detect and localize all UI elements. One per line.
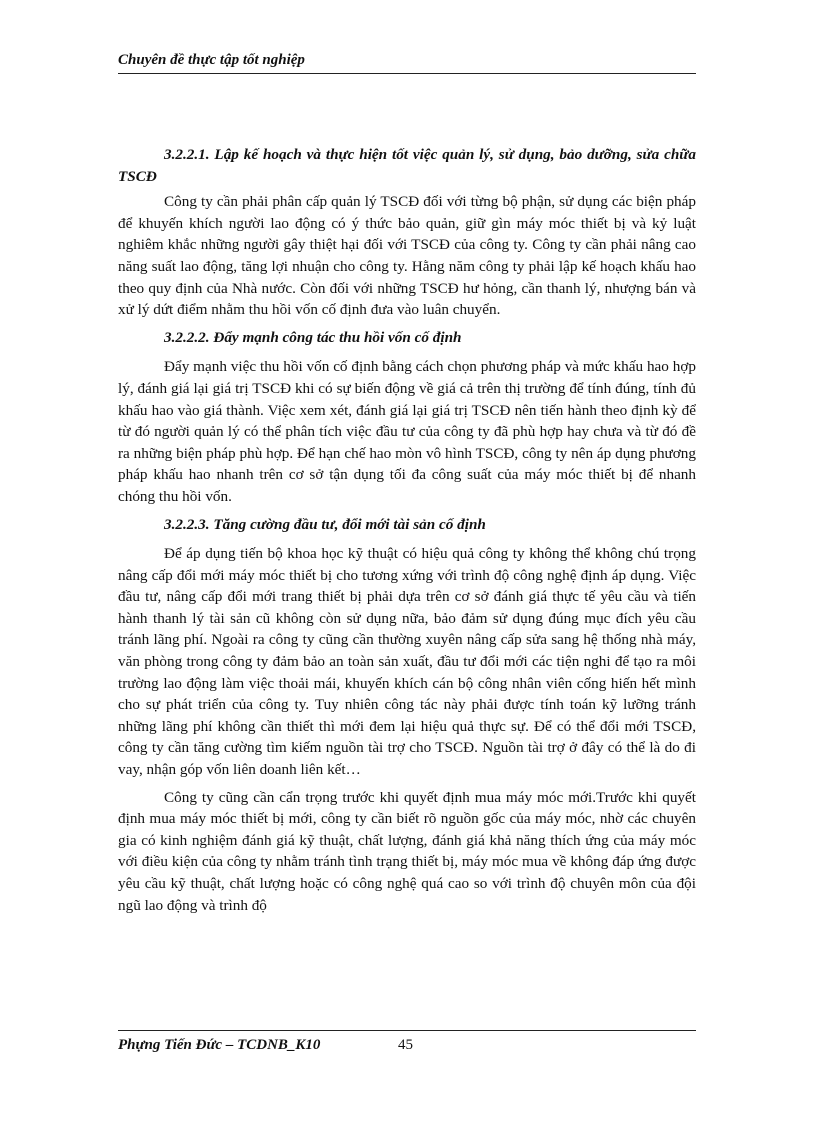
header-divider [118,73,696,74]
page-footer [118,1030,696,1059]
paragraph: Để áp dụng tiến bộ khoa học kỹ thuật có hiệu quả công ty không thể không chú trọng nâng cấp đổi mới máy móc thiết bị cho tương xứng với trình độ công nghệ định áp dụng. Việc đầu tư, nâng cấp đổi mới trang thiết bị phải dựa trên cơ sở đánh giá thực tế yêu cầu và tiến hành thanh lý tài sản cũ không còn sử dụng nữa, bảo đảm sử dụng đúng mục đích yêu cầu tránh lãng phí. Ngoài ra công ty cũng cần thường xuyên nâng cấp sửa sang hệ thống nhà máy, văn phòng trong công ty đảm bảo an toàn sản xuất, đầu tư đổi mới các tiện nghi để tạo ra môi trường lao động làm việc thoải mái, khuyến khích cán bộ công nhân viên cống hiến hết mình cho sự phát triển của công ty. Tuy nhiên công tác này phải được tính toán kỹ lưỡng tránh những lãng phí không cần thiết thì mới đem lại hiệu quả thực sự. Để có thể đổi mới TSCĐ, công ty cần tăng cường tìm kiếm nguồn tài trợ cho TSCĐ. Nguồn tài trợ ở đây có thể là do đi vay, nhận góp vốn liên doanh liên kết… [118,545,696,779]
section-heading-3-2-2-2: 3.2.2.2. Đẩy mạnh công tác thu hồi vốn cố định [164,328,462,346]
header-title: Chuyên đề thực tập tốt nghiệp [118,52,305,68]
paragraph: Đẩy mạnh việc thu hồi vốn cố định bằng cách chọn phương pháp và mức khấu hao hợp lý, đánh giá lại giá trị TSCĐ khi có sự biến động về giá cả trên thị trường để tính đúng, tính đủ khấu hao vào giá thành. Việc xem xét, đánh giá lại giá trị TSCĐ nên tiến hành theo định kỳ để từ đó người quản lý có thể phân tích việc đầu tư của công ty đã phù hợp hay chưa và từ đó đề ra những biện pháp phù hợp. Để hạn chế hao mòn vô hình TSCĐ, công ty nên áp dụng phương pháp khấu hao nhanh trên cơ sở tận dụng tối đa công suất của máy móc thiết bị để nhanh chóng thu hồi vốn. [118,358,696,505]
document-body [118,144,696,916]
paragraph: Công ty cần phải phân cấp quản lý TSCĐ đối với từng bộ phận, sử dụng các biện pháp để khuyến khích người lao động có ý thức bảo quản, giữ gìn máy móc thiết bị và kỷ luật nghiêm khắc những người gây thiệt hại đối với TSCĐ của công ty. Công ty cần phải nâng cao năng suất lao động, tăng lợi nhuận cho công ty. Hằng năm công ty phải lập kế hoạch khấu hao theo quy định của Nhà nước. Còn đối với những TSCĐ hư hỏng, cần thanh lý, nhượng bán và xử lý dứt điểm nhằm thu hồi vốn cố định đưa vào luân chuyển. [118,193,696,319]
section-heading-3-2-2-3: 3.2.2.3. Tăng cường đầu tư, đổi mới tài sản cố định [164,515,486,533]
page-number: 45 [398,1037,413,1053]
footer-author: Phựng Tiến Đức – TCDNB_K10 [118,1037,321,1053]
page-header [118,50,696,70]
footer-divider [118,1030,696,1031]
section-heading-3-2-2-1: 3.2.2.1. Lập kế hoạch và thực hiện tốt việc quản lý, sử dụng, bảo dưỡng, sửa chữa TSCĐ [118,146,696,185]
paragraph: Công ty cũng cần cẩn trọng trước khi quyết định mua máy móc mới.Trước khi quyết định mua máy móc thiết bị mới, công ty cần biết rõ nguồn gốc của máy móc, nhờ các chuyên gia có kinh nghiệm đánh giá kỹ thuật, chất lượng, đánh giá khả năng thích ứng của máy móc với điều kiện của công ty nhằm tránh tình trạng thiết bị, máy móc mua về không đáp ứng được yêu cầu kỹ thuật, chất lượng hoặc có công nghệ quá cao so với trình độ chuyên môn của đội ngũ lao động và trình độ [118,788,696,914]
